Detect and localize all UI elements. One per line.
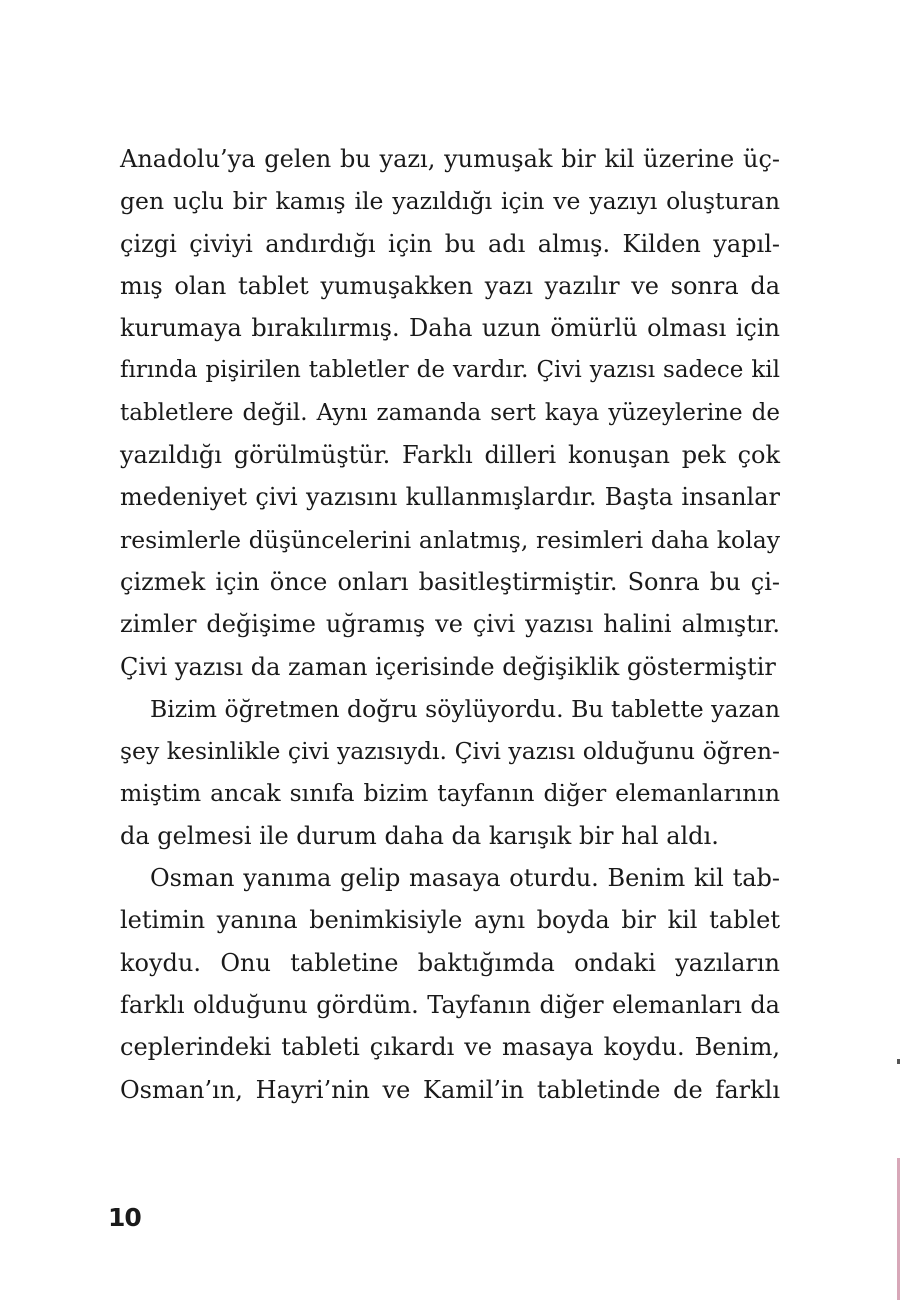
text-line: Osman yanıma gelip masaya oturdu. Benim kil tab-	[150, 864, 780, 893]
text-line: ceplerindeki tableti çıkardı ve masaya koydu. Benim,	[120, 1033, 780, 1062]
text-line: kurumaya bırakılırmış. Daha uzun ömürlü olması için	[120, 314, 780, 343]
text-line: tabletlere değil. Aynı zamanda sert kaya yüzeylerine de	[120, 399, 780, 426]
text-line: resimlerle düşüncelerini anlatmış, resimleri daha kolay	[120, 525, 780, 554]
text-line: gen uçlu bir kamış ile yazıldığı için ve yazıyı oluşturan	[120, 187, 780, 216]
text-line: miştim ancak sınıfa bizim tayfanın diğer elemanlarının	[120, 779, 780, 808]
body-text	[120, 138, 780, 1111]
text-line: fırında pişirilen tabletler de vardır. Çivi yazısı sadece kil	[120, 357, 780, 384]
text-line: farklı olduğunu gördüm. Tayfanın diğer elemanları da	[120, 990, 780, 1019]
text-line: da gelmesi ile durum daha da karışık bir hal aldı.	[120, 821, 719, 850]
text-line: medeniyet çivi yazısını kullanmışlardır. Başta insanlar	[120, 483, 780, 512]
text-line: Çivi yazısı da zaman içerisinde değişiklik göstermiştir	[120, 652, 776, 681]
text-line: Anadolu’ya gelen bu yazı, yumuşak bir kil üzerine üç-	[120, 145, 780, 173]
text-line: çizmek için önce onları basitleştirmiştir. Sonra bu çi-	[120, 567, 780, 596]
text-line: koydu. Onu tabletine baktığımda ondaki yazıların	[120, 948, 780, 977]
text-line: letimin yanına benimkisiyle aynı boyda bir kil tablet	[120, 906, 780, 935]
text-line: şey kesinlikle çivi yazısıydı. Çivi yazısı olduğunu öğren-	[120, 737, 780, 766]
text-line: yazıldığı görülmüştür. Farklı dilleri konuşan pek çok	[120, 441, 780, 470]
text-line: mış olan tablet yumuşakken yazı yazılır ve sonra da	[120, 271, 780, 300]
page-number: 10	[108, 1203, 141, 1232]
text-line: Osman’ın, Hayri’nin ve Kamil’in tabletinde de farklı	[120, 1075, 780, 1104]
text-line: zimler değişime uğramış ve çivi yazısı halini almıştır.	[120, 610, 780, 639]
text-line: Bizim öğretmen doğru söylüyordu. Bu tablette yazan	[150, 694, 780, 723]
text-line: çizgi çiviyi andırdığı için bu adı almış. Kilden yapıl-	[120, 229, 780, 258]
